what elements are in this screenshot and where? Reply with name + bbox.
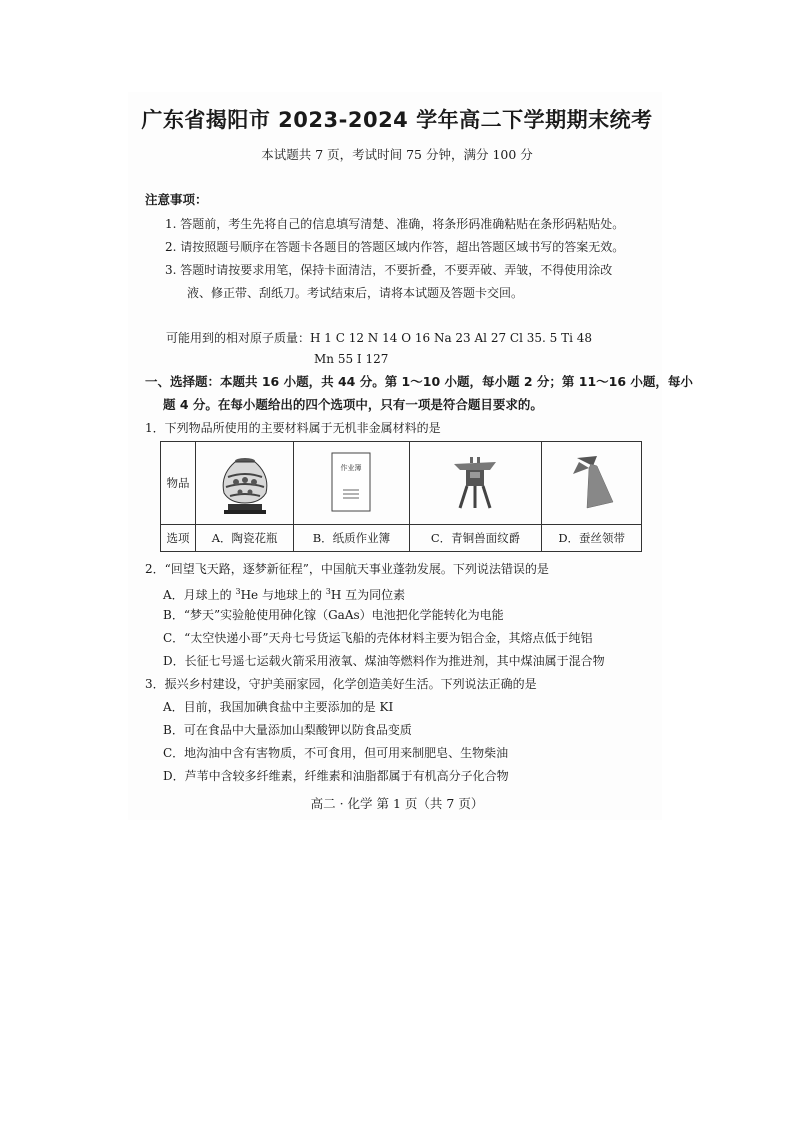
q3-option-b: B．可在食品中大量添加山梨酸钾以防食品变质 <box>163 723 412 737</box>
tie-icon <box>567 454 617 510</box>
row-head-item: 物品 <box>161 442 196 525</box>
page-footer: 高二 · 化学 第 1 页（共 7 页） <box>310 796 484 811</box>
notice-item-1: 1. 答题前，考生先将自己的信息填写清楚、准确，将条形码准确粘贴在条形码粘贴处。 <box>165 217 625 231</box>
q1-option-b: B．纸质作业簿 <box>294 525 409 552</box>
atomic-mass-line-1: 可能用到的相对原子质量：H 1 C 12 N 14 O 16 Na 23 Al 27 Cl 35. 5 Ti 48 <box>166 331 593 345</box>
q2-option-d: D．长征七号遥七运载火箭采用液氧、煤油等燃料作为推进剂，其中煤油属于混合物 <box>163 654 605 668</box>
notice-item-3: 3. 答题时请按要求用笔，保持卡面清洁，不要折叠，不要弄破、弄皱，不得使用涂改 <box>165 263 613 277</box>
q2-a-post: H 互为同位素 <box>330 588 406 602</box>
row-head-option: 选项 <box>161 525 196 552</box>
q2-option-a <box>163 584 405 603</box>
q1-option-c: C．青铜兽面纹爵 <box>409 525 542 552</box>
bronze-vessel-icon <box>450 454 500 510</box>
section-heading-1: 一、选择题：本题共 16 小题，共 44 分。第 1～10 小题，每小题 2 分；第 11～16 小题，每小 <box>145 374 693 389</box>
q1-option-d: D．蚕丝领带 <box>542 525 642 552</box>
notice-item-2: 2. 请按照题号顺序在答题卡各题目的答题区域内作答，超出答题区域书写的答案无效。 <box>165 240 625 254</box>
vase-image <box>196 442 294 525</box>
vase-icon <box>214 449 276 515</box>
q3-option-c: C．地沟油中含有害物质，不可食用，但可用来制肥皂、生物柴油 <box>163 746 509 760</box>
q1-item-table <box>160 441 642 552</box>
notebook-cover-text: 作业簿 <box>340 463 362 472</box>
q2-option-b: B．“梦天”实验舱使用砷化镓（GaAs）电池把化学能转化为电能 <box>163 608 504 622</box>
q2-a-mid: He 与地球上的 <box>240 588 326 602</box>
notebook-icon <box>331 452 371 512</box>
bronze-jue-image <box>409 442 542 525</box>
section-heading-2: 题 4 分。在每小题给出的四个选项中，只有一项是符合题目要求的。 <box>163 397 543 412</box>
exam-subtitle: 本试题共 7 页，考试时间 75 分钟，满分 100 分 <box>261 147 533 162</box>
atomic-mass-line-2: Mn 55 I 127 <box>314 352 389 366</box>
q2-option-c: C．“太空快递小哥”天舟七号货运飞船的壳体材料主要为铝合金，其熔点低于纯铝 <box>163 631 593 645</box>
q1-option-a: A．陶瓷花瓶 <box>196 525 294 552</box>
notice-heading: 注意事项： <box>145 192 208 207</box>
q3-option-d: D．芦苇中含较多纤维素，纤维素和油脂都属于有机高分子化合物 <box>163 769 509 783</box>
q2-stem: 2．“回望飞天路，逐梦新征程”，中国航天事业蓬勃发展。下列说法错误的是 <box>145 562 549 576</box>
q3-option-a: A．目前，我国加碘食盐中主要添加的是 KI <box>163 700 394 714</box>
q2-a-pre: A．月球上的 <box>163 588 236 602</box>
q3-stem: 3．振兴乡村建设，守护美丽家园，化学创造美好生活。下列说法正确的是 <box>145 677 537 691</box>
q2-a-sup1: 3 <box>235 587 241 596</box>
q1-stem: 1．下列物品所使用的主要材料属于无机非金属材料的是 <box>145 421 441 435</box>
notebook-image <box>294 442 409 525</box>
silk-tie-image <box>542 442 642 525</box>
exam-title: 广东省揭阳市 2023-2024 学年高二下学期期末统考 <box>141 108 653 132</box>
q2-a-sup2: 3 <box>325 587 331 596</box>
notice-item-3-cont: 液、修正带、刮纸刀。考试结束后，请将本试题及答题卡交回。 <box>187 286 524 300</box>
